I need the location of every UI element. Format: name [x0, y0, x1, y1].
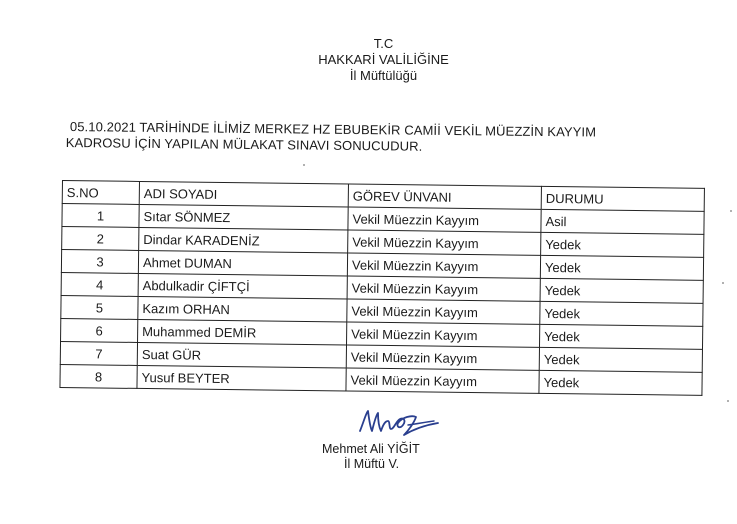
handwritten-signature	[356, 407, 466, 437]
cell-no: 5	[61, 295, 138, 319]
column-header-no: S.NO	[62, 181, 139, 205]
intro-line-1: 05.10.2021 TARİHİNDE İLİMİZ MERKEZ HZ EBUBEKİR CAMİİ VEKİL MÜEZZİN KAYYIM	[69, 119, 597, 140]
cell-name: Abdulkadir ÇİFTÇİ	[138, 273, 347, 299]
cell-status: Yedek	[540, 301, 703, 326]
signatory-name: Mehmet Ali YİĞİT	[322, 442, 420, 456]
signature-block	[322, 442, 420, 472]
cell-name: Sıtar SÖNMEZ	[139, 204, 348, 230]
cell-name: Dindar KARADENİZ	[139, 227, 348, 253]
cell-title: Vekil Müezzin Kayyım	[347, 276, 540, 301]
cell-name: Yusuf BEYTER	[137, 365, 346, 391]
scan-speck	[722, 282, 724, 284]
scan-speck	[303, 164, 305, 166]
column-header-title: GÖREV ÜNVANI	[348, 184, 541, 209]
column-header-name: ADI SOYADI	[139, 181, 348, 207]
cell-no: 2	[62, 227, 139, 251]
cell-status: Yedek	[539, 347, 702, 372]
cell-no: 6	[61, 318, 138, 342]
intro-line-2: KADROSU İÇİN YAPILAN MÜLAKAT SINAVI SONUCUDUR.	[65, 134, 423, 154]
signatory-title: İl Müftü V.	[344, 457, 400, 471]
cell-status: Yedek	[541, 232, 704, 257]
scan-speck	[727, 400, 729, 402]
cell-name: Ahmet DUMAN	[138, 250, 347, 276]
column-header-status: DURUMU	[541, 186, 704, 211]
cell-title: Vekil Müezzin Kayyım	[347, 322, 540, 347]
header-line-tc: T.C	[373, 36, 394, 51]
cell-name: Suat GÜR	[137, 342, 346, 368]
cell-status: Yedek	[540, 255, 703, 280]
cell-name: Muhammed DEMİR	[138, 319, 347, 345]
cell-title: Vekil Müezzin Kayyım	[347, 253, 540, 278]
results-table	[59, 180, 704, 396]
intro-paragraph	[66, 119, 686, 157]
cell-no: 1	[62, 204, 139, 228]
cell-title: Vekil Müezzin Kayyım	[346, 345, 539, 370]
cell-status: Yedek	[540, 278, 703, 303]
cell-title: Vekil Müezzin Kayyım	[348, 207, 541, 232]
cell-status: Asil	[541, 209, 704, 234]
cell-no: 7	[60, 341, 137, 365]
cell-no: 4	[61, 272, 138, 296]
cell-title: Vekil Müezzin Kayyım	[348, 230, 541, 255]
results-table-wrapper	[59, 180, 704, 396]
cell-status: Yedek	[539, 324, 702, 349]
document-header	[0, 36, 737, 84]
cell-title: Vekil Müezzin Kayyım	[346, 368, 539, 393]
cell-no: 3	[61, 250, 138, 274]
cell-name: Kazım ORHAN	[138, 296, 347, 322]
cell-status: Yedek	[539, 370, 702, 395]
header-line-governorship: HAKKARİ VALİLİĞİNE	[318, 52, 449, 67]
cell-no: 8	[60, 364, 137, 388]
cell-title: Vekil Müezzin Kayyım	[347, 299, 540, 324]
scan-speck	[730, 210, 732, 212]
header-line-mufti-office: İl Müftülüğü	[349, 68, 418, 83]
